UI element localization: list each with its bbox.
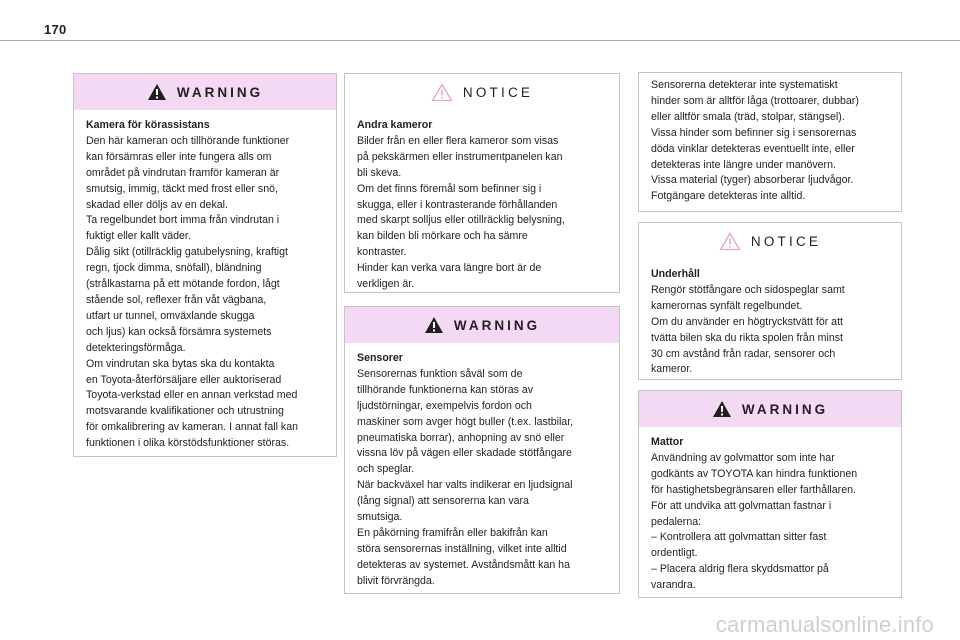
notice-title: NOTICE bbox=[750, 233, 822, 249]
text-line: smutsig, immig, täckt med frost eller snö, bbox=[86, 182, 278, 195]
page-number: 170 bbox=[44, 22, 67, 37]
text-line: detekteras inte längre under manövern. bbox=[651, 158, 836, 171]
text-line: Toyota-verkstad eller en annan verkstad med bbox=[86, 389, 298, 402]
text-line: kameror. bbox=[651, 363, 693, 376]
text-line: störa sensorernas inställning, vilket inte alltid bbox=[357, 542, 567, 555]
text-line: verkligen är. bbox=[357, 278, 415, 291]
text-line: motsvarande kvalifikationer och utrustning bbox=[86, 405, 284, 418]
text-line: fuktigt eller kallt väder. bbox=[86, 230, 191, 243]
text-line: pedalerna: bbox=[651, 515, 702, 528]
text-line: funktionen i olika körstödsfunktioner störas. bbox=[86, 437, 290, 450]
text-line: blivit förvrängda. bbox=[357, 574, 435, 587]
text-line: och speglar. bbox=[357, 463, 415, 476]
section-heading: Mattor bbox=[651, 436, 684, 448]
text-line: tillhörande funktionerna kan störas av bbox=[357, 383, 534, 396]
sensor-info-body bbox=[639, 73, 901, 215]
notice-triangle-icon bbox=[431, 83, 453, 102]
text-line: Användning av golvmattor som inte har bbox=[651, 451, 835, 464]
warning-header bbox=[74, 74, 336, 110]
warning-box-sensors bbox=[344, 306, 620, 594]
text-line: detekteras av systemet. Avståndsmått kan ha bbox=[357, 558, 570, 571]
warning-title: WARNING bbox=[453, 317, 541, 333]
section-heading: Sensorer bbox=[357, 352, 403, 364]
notice-body bbox=[639, 259, 901, 388]
warning-triangle-icon bbox=[147, 83, 167, 101]
sensor-info-box bbox=[638, 72, 902, 212]
warning-body bbox=[74, 110, 336, 462]
notice-triangle-icon bbox=[719, 232, 741, 251]
text-line: – Kontrollera att golvmattan sitter fast bbox=[651, 531, 827, 544]
watermark: carmanualsonline.info bbox=[715, 612, 934, 637]
section-heading: Kamera för körassistans bbox=[86, 119, 210, 131]
text-line: kan bilden bli mörkare och ha sämre bbox=[357, 230, 528, 243]
text-line: för omkalibrering av kameran. I annat fall kan bbox=[86, 421, 298, 434]
text-line: Dålig sikt (otillräcklig gatubelysning, kraftigt bbox=[86, 246, 288, 259]
warning-box-mats bbox=[638, 390, 902, 598]
warning-body bbox=[345, 343, 619, 600]
notice-box-maintenance bbox=[638, 222, 902, 380]
text-line: stående sol, reflexer från våt vägbana, bbox=[86, 293, 267, 306]
notice-box-cameras bbox=[344, 73, 620, 293]
text-line: – Placera aldrig flera skyddsmattor på bbox=[651, 563, 829, 576]
text-line: döda vinklar detekteras eventuellt inte, eller bbox=[651, 142, 855, 155]
warning-header bbox=[345, 307, 619, 343]
text-line: ordentligt. bbox=[651, 547, 698, 560]
text-line: När backväxel har valts indikerar en ljudsignal bbox=[357, 479, 573, 492]
text-line: med skarpt solljus eller otillräcklig belysning, bbox=[357, 214, 565, 227]
text-line: Rengör stötfångare och sidospeglar samt bbox=[651, 283, 845, 296]
text-line: en Toyota-återförsäljare eller auktoriserad bbox=[86, 373, 282, 386]
section-heading: Underhåll bbox=[651, 268, 700, 280]
text-line: Sensorernas funktion såväl som de bbox=[357, 367, 523, 380]
text-line: (strålkastarna på ett mötande fordon, lågt bbox=[86, 278, 280, 291]
text-line: Ta regelbundet bort imma från vindrutan i bbox=[86, 214, 280, 227]
text-line: eller alltför smala (träd, stolpar, stängsel). bbox=[651, 110, 845, 123]
text-line: skadad eller döljs av en dekal. bbox=[86, 198, 228, 211]
text-line: Bilder från en eller flera kameror som visas bbox=[357, 134, 559, 147]
text-line: hinder som är alltför låga (trottoarer, dubbar) bbox=[651, 94, 859, 107]
warning-triangle-icon bbox=[424, 316, 444, 334]
section-heading: Andra kameror bbox=[357, 119, 433, 131]
text-line: Om det finns föremål som befinner sig i bbox=[357, 182, 542, 195]
text-line: tvätta bilen ska du rikta spolen från minst bbox=[651, 331, 843, 344]
text-line: varandra. bbox=[651, 579, 696, 592]
text-line: Den här kameran och tillhörande funktioner bbox=[86, 134, 290, 147]
text-line: (lång signal) att sensorerna kan vara bbox=[357, 495, 529, 508]
text-line: 30 cm avstånd från radar, sensorer och bbox=[651, 347, 836, 360]
text-line: kan försämras eller inte fungera alls om bbox=[86, 150, 272, 163]
text-line: vissna löv på vägen eller skadade stötfångare bbox=[357, 447, 572, 460]
warning-header bbox=[639, 391, 901, 427]
warning-title: WARNING bbox=[741, 401, 829, 417]
notice-body bbox=[345, 110, 619, 303]
text-line: Fotgängare detekteras inte alltid. bbox=[651, 190, 806, 203]
text-line: maskiner som avger högt buller (t.ex. lastbilar, bbox=[357, 415, 574, 428]
text-line: pneumatiska borrar), anhopning av snö eller bbox=[357, 431, 565, 444]
text-line: kamerornas synfält regelbundet. bbox=[651, 299, 803, 312]
text-line: Vissa material (tyger) absorberar ljudvågor. bbox=[651, 174, 854, 187]
text-line: För att undvika att golvmattan fastnar i bbox=[651, 499, 832, 512]
text-line: kontraster. bbox=[357, 246, 407, 259]
text-line: på pekskärmen eller instrumentpanelen kan bbox=[357, 150, 563, 163]
warning-box-camera bbox=[73, 73, 337, 457]
text-line: En påkörning framifrån eller bakifrån kan bbox=[357, 526, 548, 539]
text-line: smutsiga. bbox=[357, 511, 403, 524]
text-line: bli skeva. bbox=[357, 166, 402, 179]
text-line: Om vindrutan ska bytas ska du kontakta bbox=[86, 357, 275, 370]
text-line: regn, tjock dimma, snöfall), bländning bbox=[86, 262, 262, 275]
warning-body bbox=[639, 427, 901, 604]
text-line: skugga, eller i kontrasterande förhållanden bbox=[357, 198, 558, 211]
header-divider bbox=[0, 40, 960, 41]
text-line: ljudstörningar, exempelvis fordon och bbox=[357, 399, 532, 412]
text-line: och ljus) kan också försämra systemets bbox=[86, 325, 272, 338]
text-line: detekteringsförmåga. bbox=[86, 341, 186, 354]
notice-header bbox=[345, 74, 619, 110]
notice-title: NOTICE bbox=[462, 84, 534, 100]
text-line: Vissa hinder som befinner sig i sensorernas bbox=[651, 126, 857, 139]
text-line: Om du använder en högtryckstvätt för att bbox=[651, 315, 843, 328]
text-line: området på vindrutan framför kameran är bbox=[86, 166, 280, 179]
warning-triangle-icon bbox=[712, 400, 732, 418]
text-line: utfart ur tunnel, omväxlande skugga bbox=[86, 309, 255, 322]
text-line: godkänts av TOYOTA kan hindra funktionen bbox=[651, 467, 858, 480]
warning-title: WARNING bbox=[176, 84, 264, 100]
text-line: för hastighetsbegränsaren eller farthållaren. bbox=[651, 483, 856, 496]
notice-header bbox=[639, 223, 901, 259]
text-line: Hinder kan verka vara längre bort är de bbox=[357, 262, 542, 275]
text-line: Sensorerna detekterar inte systematiskt bbox=[651, 79, 838, 91]
